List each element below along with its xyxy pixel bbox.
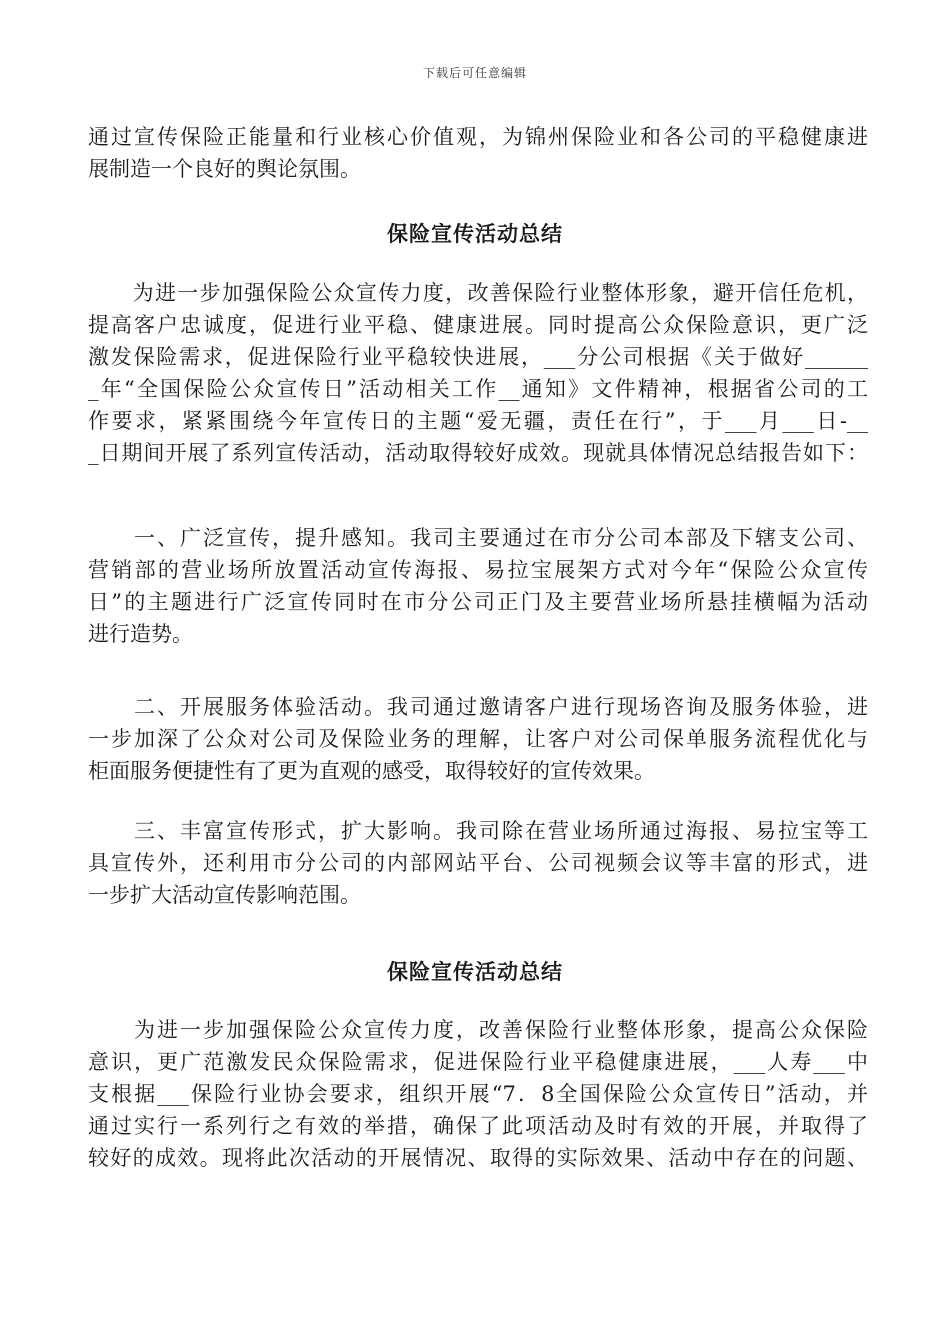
text-line: 二、开展服务体验活动。我司通过邀请客户进行现场咨询及服务体验，进 bbox=[88, 695, 868, 719]
text-line: 提高客户忠诚度，促进行业平稳、健康进展。同时提高公众保险意识，更广泛 bbox=[88, 313, 868, 337]
paragraph-1 bbox=[88, 277, 868, 469]
paragraph-2 bbox=[88, 522, 868, 650]
text-line: 营销部的营业场所放置活动宣传海报、易拉宝展架方式对今年“保险公众宣传 bbox=[88, 558, 868, 582]
text-line: 支根据___保险行业协会要求，组织开展“7．8全国保险公众宣传日”活动，并 bbox=[88, 1082, 868, 1106]
text-line: _年“全国保险公众宣传日”活动相关工作__通知》文件精神，根据省公司的工 bbox=[88, 377, 868, 401]
text-line: 为进一步加强保险公众宣传力度，改善保险行业整体形象，提高公众保险 bbox=[88, 1018, 868, 1042]
text-line: 作要求，紧紧围绕今年宣传日的主题“爱无疆，责任在行”，于___月___日-__ bbox=[88, 409, 868, 433]
text-line: 意识，更广范激发民众保险需求，促进保险行业平稳健康进展，___人寿___中 bbox=[88, 1050, 868, 1074]
text-line: 日”的主题进行广泛宣传同时在市分公司正门及主要营业场所悬挂横幅为活动 bbox=[88, 590, 868, 614]
text-line: 激发保险需求，促进保险行业平稳较快进展，___分公司根据《关于做好______ bbox=[88, 345, 868, 369]
page-header: 下载后可任意编辑 bbox=[422, 66, 527, 80]
text-line: 一、广泛宣传，提升感知。我司主要通过在市分公司本部及下辖支公司、 bbox=[88, 526, 868, 550]
paragraph-intro bbox=[88, 121, 868, 185]
text-line: 一步加深了公众对公司及保险业务的理解，让客户对公司保单服务流程优化与 bbox=[88, 727, 868, 751]
text-line: 一步扩大活动宣传影响范围。 bbox=[88, 883, 361, 907]
text-line: 通过实行一系列行之有效的举措，确保了此项活动及时有效的开展，并取得了 bbox=[88, 1114, 868, 1138]
section-title-1: 保险宣传活动总结 bbox=[387, 221, 563, 246]
text-line: 三、丰富宣传形式，扩大影响。我司除在营业场所通过海报、易拉宝等工 bbox=[88, 819, 868, 843]
paragraph-4 bbox=[88, 815, 868, 911]
paragraph-5 bbox=[88, 1014, 868, 1174]
text-line: 柜面服务便捷性有了更为直观的感受，取得较好的宣传效果。 bbox=[88, 759, 655, 783]
text-line: 展制造一个良好的舆论氛围。 bbox=[88, 157, 361, 181]
text-line: 为进一步加强保险公众宣传力度，改善保险行业整体形象，避开信任危机， bbox=[88, 281, 868, 305]
text-line: 通过宣传保险正能量和行业核心价值观，为锦州保险业和各公司的平稳健康进 bbox=[88, 125, 868, 149]
section-title-2: 保险宣传活动总结 bbox=[387, 959, 563, 984]
text-line: 具宣传外，还利用市分公司的内部网站平台、公司视频会议等丰富的形式，进 bbox=[88, 851, 868, 875]
text-line: 较好的成效。现将此次活动的开展情况、取得的实际效果、活动中存在的问题、 bbox=[88, 1146, 868, 1170]
text-line: 进行造势。 bbox=[88, 622, 193, 646]
text-line: _日期间开展了系列宣传活动，活动取得较好成效。现就具体情况总结报告如下： bbox=[88, 441, 868, 465]
paragraph-3 bbox=[88, 691, 868, 787]
